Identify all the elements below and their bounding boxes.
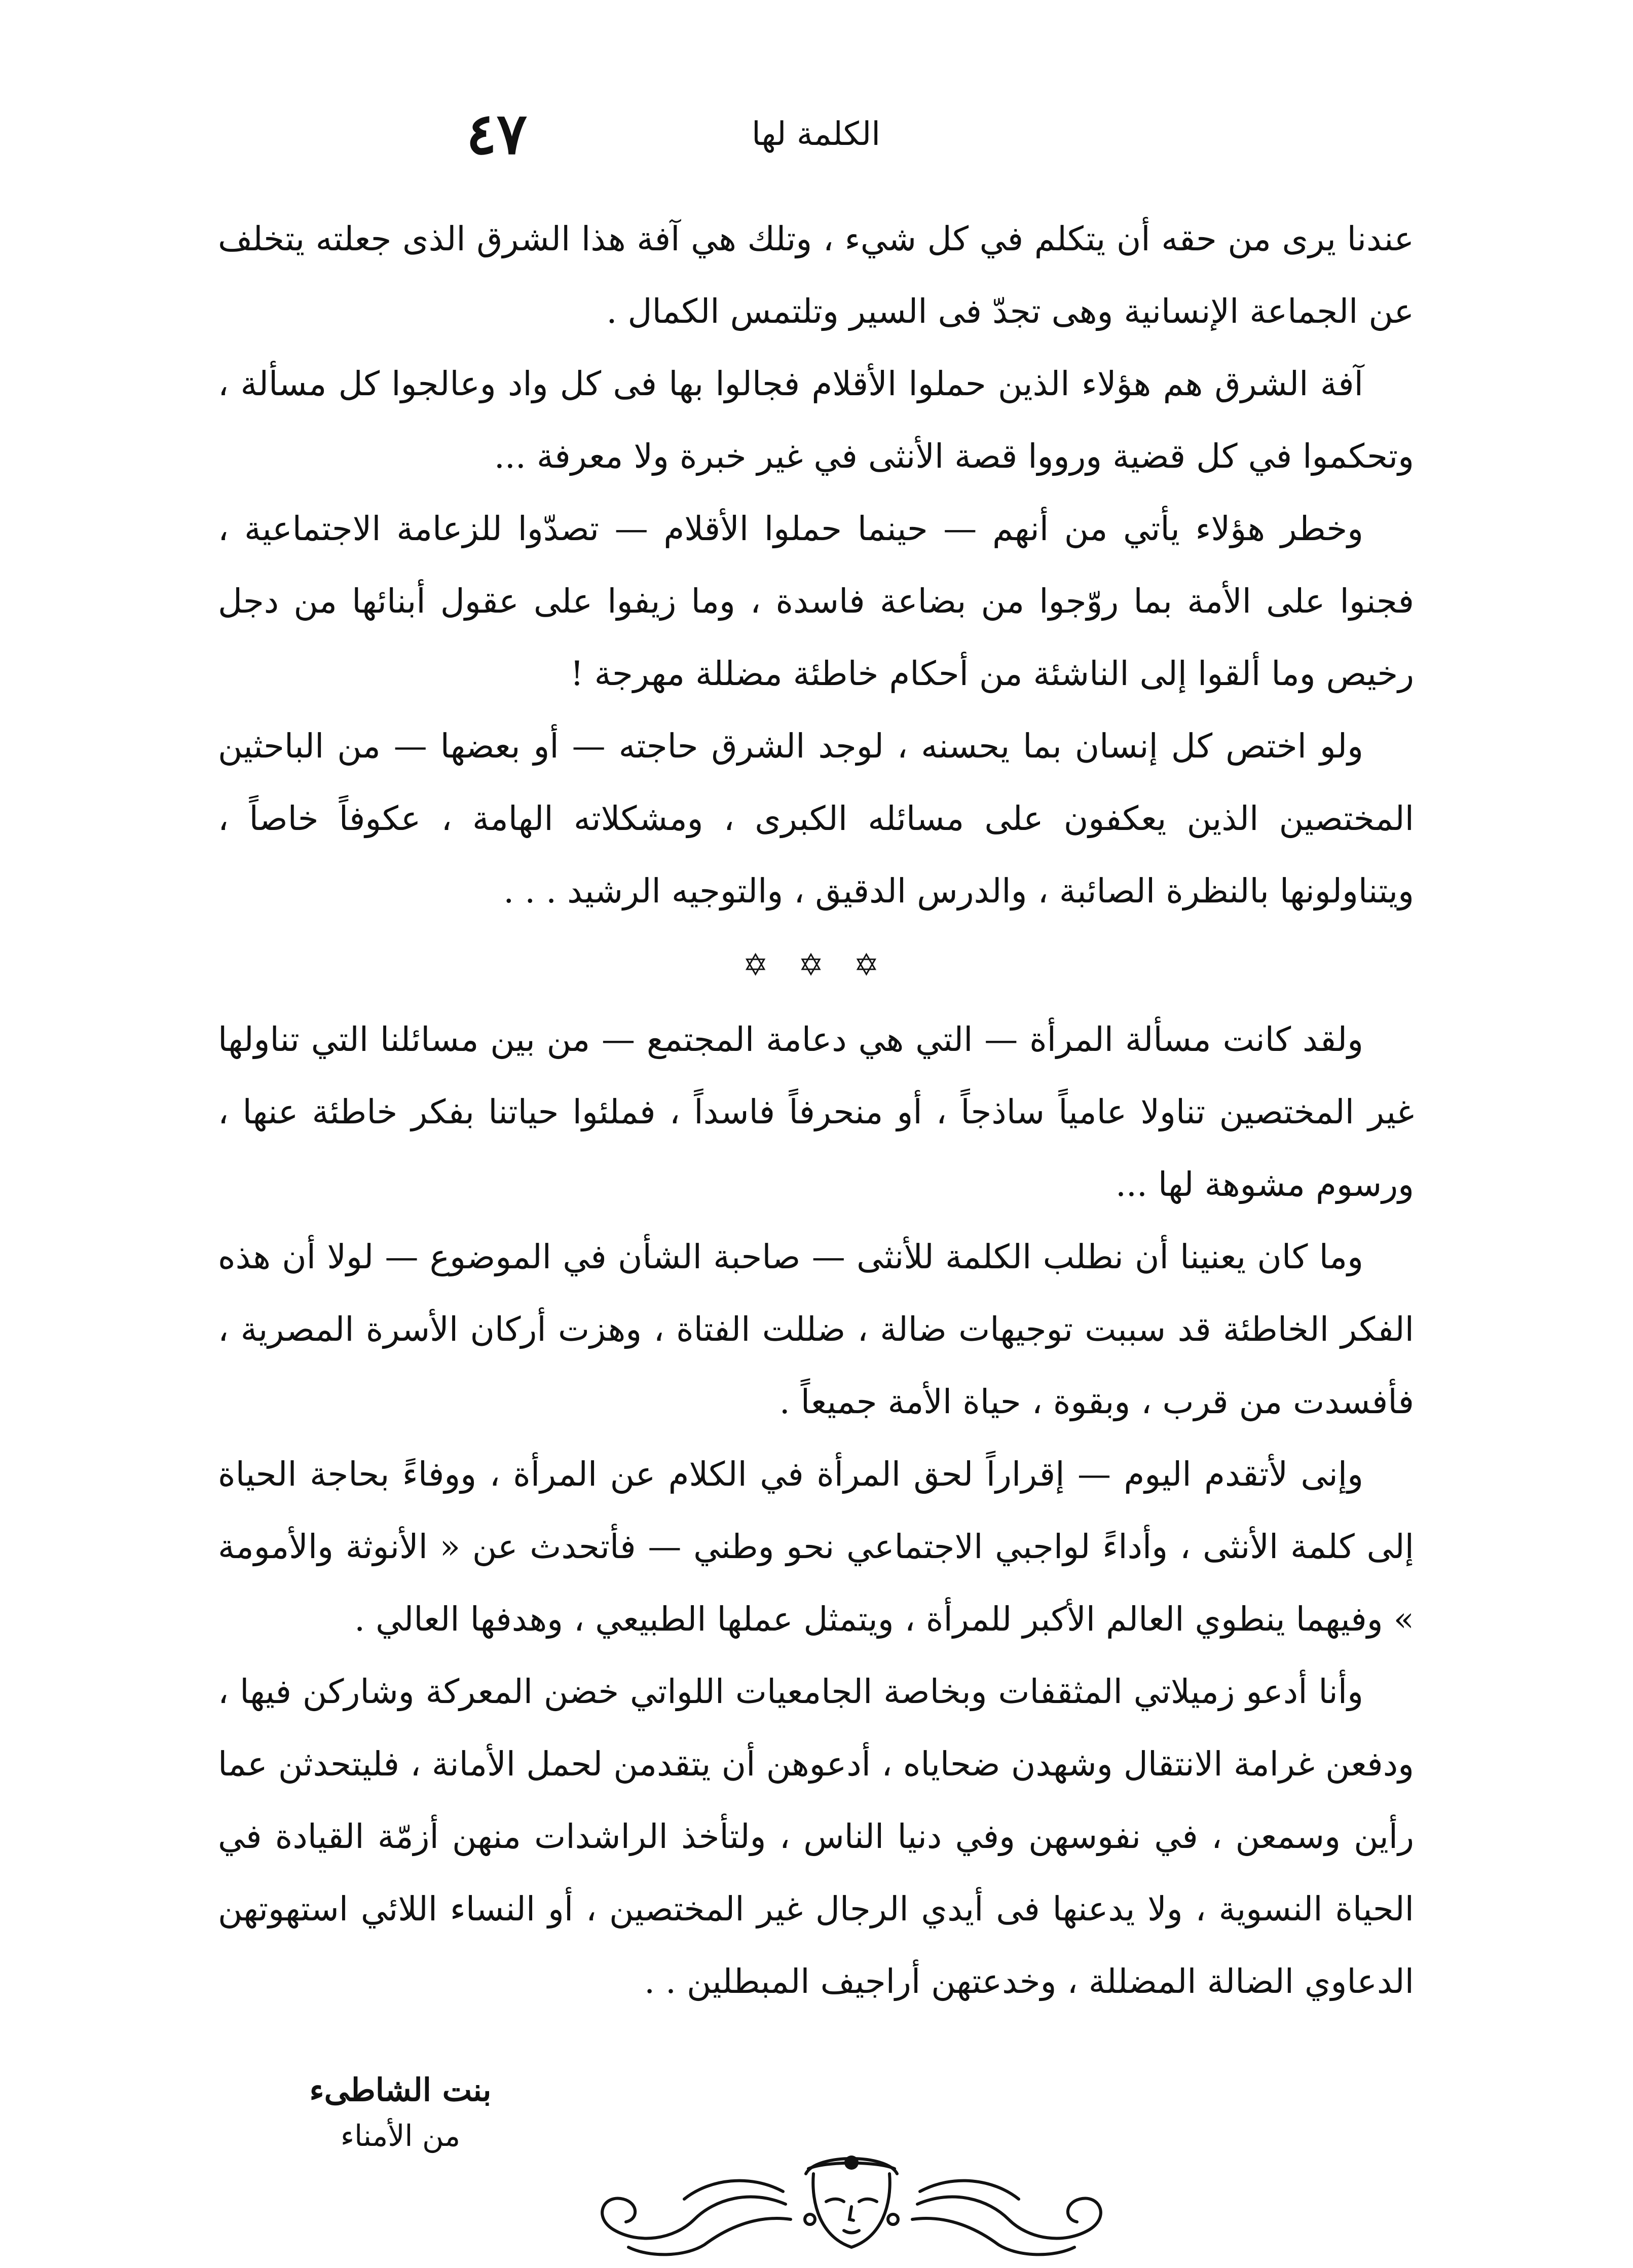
paragraph-8: وأنا أدعو زميلاتي المثقفات وبخاصة الجامعيات اللواتي خضن المعركة وشاركن فيها ، ودفعن غرامة الانتقال وشهدن ضحاياه ، أدعوهن أن يتقدمن لحمل الأمانة ، فليتحدثن عما رأين وسمعن ، في نفوسهن وفي دنيا الناس ، ولتأخذ الراشدات منهن أزمّة القيادة في الحياة النسوية ، ولا يدعنها فى أيدي الرجال غير المختصين ، أو النساء اللائي استهوتهن الدعاوي الضالة المضللة ، وخدعتهن أراجيف المبطلين . .: [218, 1672, 1414, 2001]
paragraph-1: عندنا يرى من حقه أن يتكلم في كل شيء ، وتلك هي آفة هذا الشرق الذى جعلته يتخلف عن الجماعة الإنسانية وهى تجدّ فى السير وتلتمس الكمال .: [218, 219, 1414, 331]
paragraph-6: وما كان يعنينا أن نطلب الكلمة للأنثى — صاحبة الشأن في الموضوع — لولا أن هذه الفكر الخاطئة قد سببت توجيهات ضالة ، ضللت الفتاة ، وهزت أركان الأسرة المصرية ، فأفسدت من قرب ، وبقوة ، حياة الأمة جميعاً .: [218, 1237, 1414, 1421]
page-header: [223, 96, 1409, 172]
paragraph-4: ولو اختص كل إنسان بما يحسنه ، لوجد الشرق حاجته — أو بعضها — من الباحثين المختصين الذين يعكفون على مسائله الكبرى ، ومشكلاته الهامة ، عكوفاً خاصاً ، ويتناولونها بالنظرة الصائبة ، والدرس الدقيق ، والتوجيه الرشيد . . .: [218, 727, 1414, 911]
paragraph-5: ولقد كانت مسألة المرأة — التي هي دعامة المجتمع — من بين مسائلنا التي تناولها غير المختصين تناولا عامياً ساذجاً ، أو منحرفاً فاسداً ، فملئوا حياتنا بفكر خاطئة عنها ، ورسوم مشوهة لها ...: [218, 1020, 1414, 1204]
paragraph-2: آفة الشرق هم هؤلاء الذين حملوا الأقلام فجالوا بها فى كل واد وعالجوا كل مسألة ، وتحكموا في كل قضية ورووا قصة الأنثى في غير خبرة ولا معرفة ...: [218, 364, 1414, 476]
paragraph-3: وخطر هؤلاء يأتي من أنهم — حينما حملوا الأقلام — تصدّوا للزعامة الاجتماعية ، فجنوا على الأمة بما روّجوا من بضاعة فاسدة ، وما زيفوا على عقول أبنائها من دجل رخيص وما ألقوا إلى الناشئة من أحكام خاطئة مضللة مهرجة !: [218, 509, 1414, 693]
author-signature: [294, 2067, 507, 2159]
body-text: [218, 203, 1414, 2018]
woman-face-ornament-icon: [583, 2143, 1120, 2260]
author-subtitle: من الأمناء: [340, 2119, 461, 2153]
paragraph-7: وإنى لأتقدم اليوم — إقراراً لحق المرأة في الكلام عن المرأة ، ووفاءً بحاجة الحياة إلى كلمة الأنثى ، وأداءً لواجبي الاجتماعي نحو وطني — فأتحدث عن « الأنوثة والأمومة » وفيهما ينطوي العالم الأكبر للمرأة ، ويتمثل عملها الطبيعي ، وهدفها العالي .: [218, 1455, 1414, 1639]
author-name: بنت الشاطىء: [309, 2071, 492, 2108]
section-separator: ✡ ✡ ✡: [743, 948, 889, 983]
running-title: الكلمة لها: [752, 116, 880, 153]
page-number: ٤٧: [466, 101, 527, 167]
